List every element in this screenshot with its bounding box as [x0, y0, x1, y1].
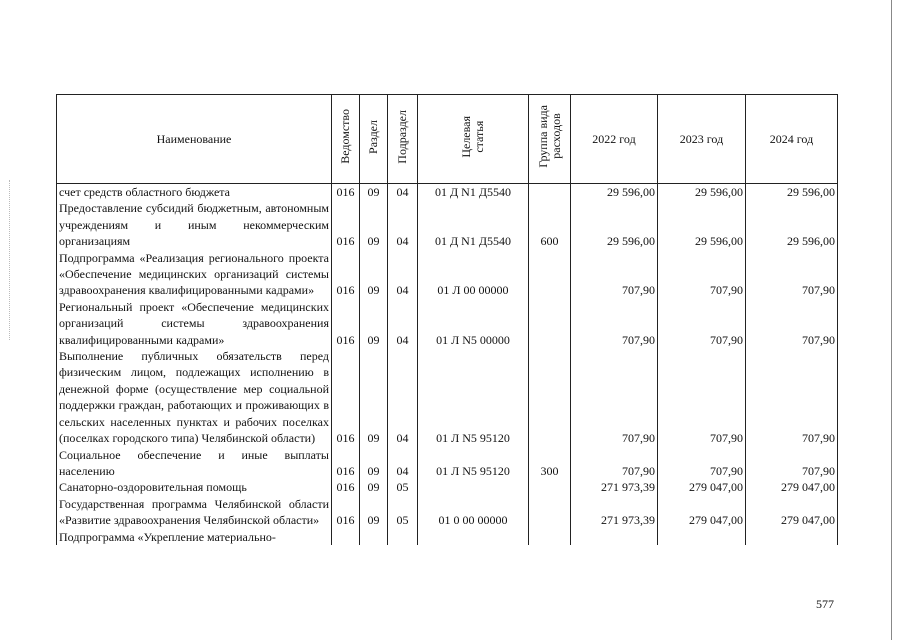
header-2024: 2024 год — [746, 95, 838, 184]
cell-vedomstvo — [332, 529, 360, 545]
table-row — [57, 348, 838, 446]
scan-margin-mark — [9, 180, 10, 340]
cell-2022 — [571, 529, 658, 545]
cell-vedomstvo: 016 — [332, 200, 360, 249]
cell-2024: 279 047,00 — [746, 479, 838, 495]
cell-2023: 707,90 — [658, 250, 746, 299]
cell-2023: 279 047,00 — [658, 496, 746, 529]
cell-2024: 279 047,00 — [746, 496, 838, 529]
cell-name: Подпрограмма «Укрепление материально- — [57, 529, 332, 545]
cell-2023 — [658, 529, 746, 545]
cell-vedomstvo: 016 — [332, 496, 360, 529]
cell-2022: 707,90 — [571, 250, 658, 299]
cell-podrazdel: 04 — [388, 447, 418, 480]
cell-vedomstvo: 016 — [332, 299, 360, 348]
table-header — [57, 95, 838, 184]
table-row — [57, 447, 838, 480]
cell-gruppa — [529, 250, 571, 299]
table-row — [57, 299, 838, 348]
cell-2022: 271 973,39 — [571, 496, 658, 529]
cell-razdel: 09 — [360, 250, 388, 299]
cell-name: Санаторно-оздоровительная помощь — [57, 479, 332, 495]
header-gruppa — [529, 95, 571, 184]
cell-razdel: 09 — [360, 299, 388, 348]
header-row — [57, 95, 838, 184]
cell-vedomstvo: 016 — [332, 447, 360, 480]
header-razdel — [360, 95, 388, 184]
cell-2023: 707,90 — [658, 299, 746, 348]
cell-celevaya: 01 Д N1 Д5540 — [418, 184, 529, 201]
cell-podrazdel — [388, 529, 418, 545]
cell-2022: 29 596,00 — [571, 184, 658, 201]
cell-celevaya — [418, 479, 529, 495]
cell-gruppa — [529, 496, 571, 529]
header-2023: 2023 год — [658, 95, 746, 184]
cell-podrazdel: 04 — [388, 200, 418, 249]
cell-gruppa — [529, 299, 571, 348]
cell-razdel: 09 — [360, 184, 388, 201]
table-row — [57, 250, 838, 299]
cell-razdel — [360, 529, 388, 545]
header-2022: 2022 год — [571, 95, 658, 184]
cell-2024: 707,90 — [746, 447, 838, 480]
header-celevaya-label: Целевая статья — [459, 115, 486, 158]
cell-gruppa — [529, 184, 571, 201]
cell-name: Предоставление субсидий бюджетным, автономным учреждениям и иным некоммерческим организациям — [57, 200, 332, 249]
cell-name: Государственная программа Челябинской области «Развитие здравоохранения Челябинской области» — [57, 496, 332, 529]
cell-vedomstvo: 016 — [332, 348, 360, 446]
cell-2024: 707,90 — [746, 348, 838, 446]
cell-vedomstvo: 016 — [332, 479, 360, 495]
header-celevaya — [418, 95, 529, 184]
cell-podrazdel: 05 — [388, 479, 418, 495]
cell-2022: 707,90 — [571, 299, 658, 348]
cell-celevaya: 01 Л N5 95120 — [418, 348, 529, 446]
cell-2023: 707,90 — [658, 447, 746, 480]
cell-2024: 29 596,00 — [746, 200, 838, 249]
cell-name: счет средств областного бюджета — [57, 184, 332, 201]
cell-gruppa: 600 — [529, 200, 571, 249]
cell-2023: 279 047,00 — [658, 479, 746, 495]
cell-2024: 707,90 — [746, 299, 838, 348]
cell-celevaya: 01 Д N1 Д5540 — [418, 200, 529, 249]
cell-celevaya: 01 Л 00 00000 — [418, 250, 529, 299]
page-number: 577 — [816, 597, 834, 611]
cell-name: Выполнение публичных обязательств перед физическим лицом, подлежащих исполнению в денежной форме (осуществление мер социальной поддержки граждан, работающих и проживающих в сельских населенных пунктах и рабочих поселках (поселках городского типа) Челябинской области) — [57, 348, 332, 446]
table-row — [57, 496, 838, 529]
cell-podrazdel: 05 — [388, 496, 418, 529]
header-vedomstvo-label: Ведомство — [338, 109, 352, 165]
cell-podrazdel: 04 — [388, 184, 418, 201]
header-podrazdel-label: Подраздел — [395, 109, 409, 164]
cell-razdel: 09 — [360, 496, 388, 529]
cell-razdel: 09 — [360, 200, 388, 249]
header-name: Наименование — [57, 95, 332, 184]
cell-razdel: 09 — [360, 479, 388, 495]
table-body — [57, 184, 838, 545]
cell-celevaya — [418, 529, 529, 545]
cell-2022: 707,90 — [571, 447, 658, 480]
cell-vedomstvo: 016 — [332, 184, 360, 201]
cell-gruppa — [529, 348, 571, 446]
cell-2023: 29 596,00 — [658, 200, 746, 249]
cell-podrazdel: 04 — [388, 299, 418, 348]
cell-celevaya: 01 Л N5 00000 — [418, 299, 529, 348]
cell-razdel: 09 — [360, 447, 388, 480]
cell-2022: 29 596,00 — [571, 200, 658, 249]
cell-gruppa — [529, 529, 571, 545]
table-row — [57, 479, 838, 495]
cell-name: Региональный проект «Обеспечение медицинских организаций системы здравоохранения квалифицированными кадрами» — [57, 299, 332, 348]
table-row — [57, 184, 838, 201]
cell-celevaya: 01 Л N5 95120 — [418, 447, 529, 480]
cell-2023: 707,90 — [658, 348, 746, 446]
cell-razdel: 09 — [360, 348, 388, 446]
cell-2022: 707,90 — [571, 348, 658, 446]
cell-name: Социальное обеспечение и иные выплаты населению — [57, 447, 332, 480]
cell-2024 — [746, 529, 838, 545]
header-podrazdel — [388, 95, 418, 184]
cell-celevaya: 01 0 00 00000 — [418, 496, 529, 529]
header-vedomstvo — [332, 95, 360, 184]
cell-vedomstvo: 016 — [332, 250, 360, 299]
cell-2023: 29 596,00 — [658, 184, 746, 201]
header-razdel-label: Раздел — [366, 119, 380, 154]
cell-gruppa — [529, 479, 571, 495]
cell-podrazdel: 04 — [388, 250, 418, 299]
cell-2022: 271 973,39 — [571, 479, 658, 495]
table-row — [57, 200, 838, 249]
header-gruppa-label: Группа вида расходов — [535, 105, 563, 169]
cell-2024: 707,90 — [746, 250, 838, 299]
cell-2024: 29 596,00 — [746, 184, 838, 201]
cell-gruppa: 300 — [529, 447, 571, 480]
table-row — [57, 529, 838, 545]
cell-name: Подпрограмма «Реализация регионального проекта «Обеспечение медицинских организаций системы здравоохранения квалифицированными кадрами» — [57, 250, 332, 299]
cell-podrazdel: 04 — [388, 348, 418, 446]
page-edge-line — [891, 0, 892, 640]
budget-table — [56, 94, 838, 545]
